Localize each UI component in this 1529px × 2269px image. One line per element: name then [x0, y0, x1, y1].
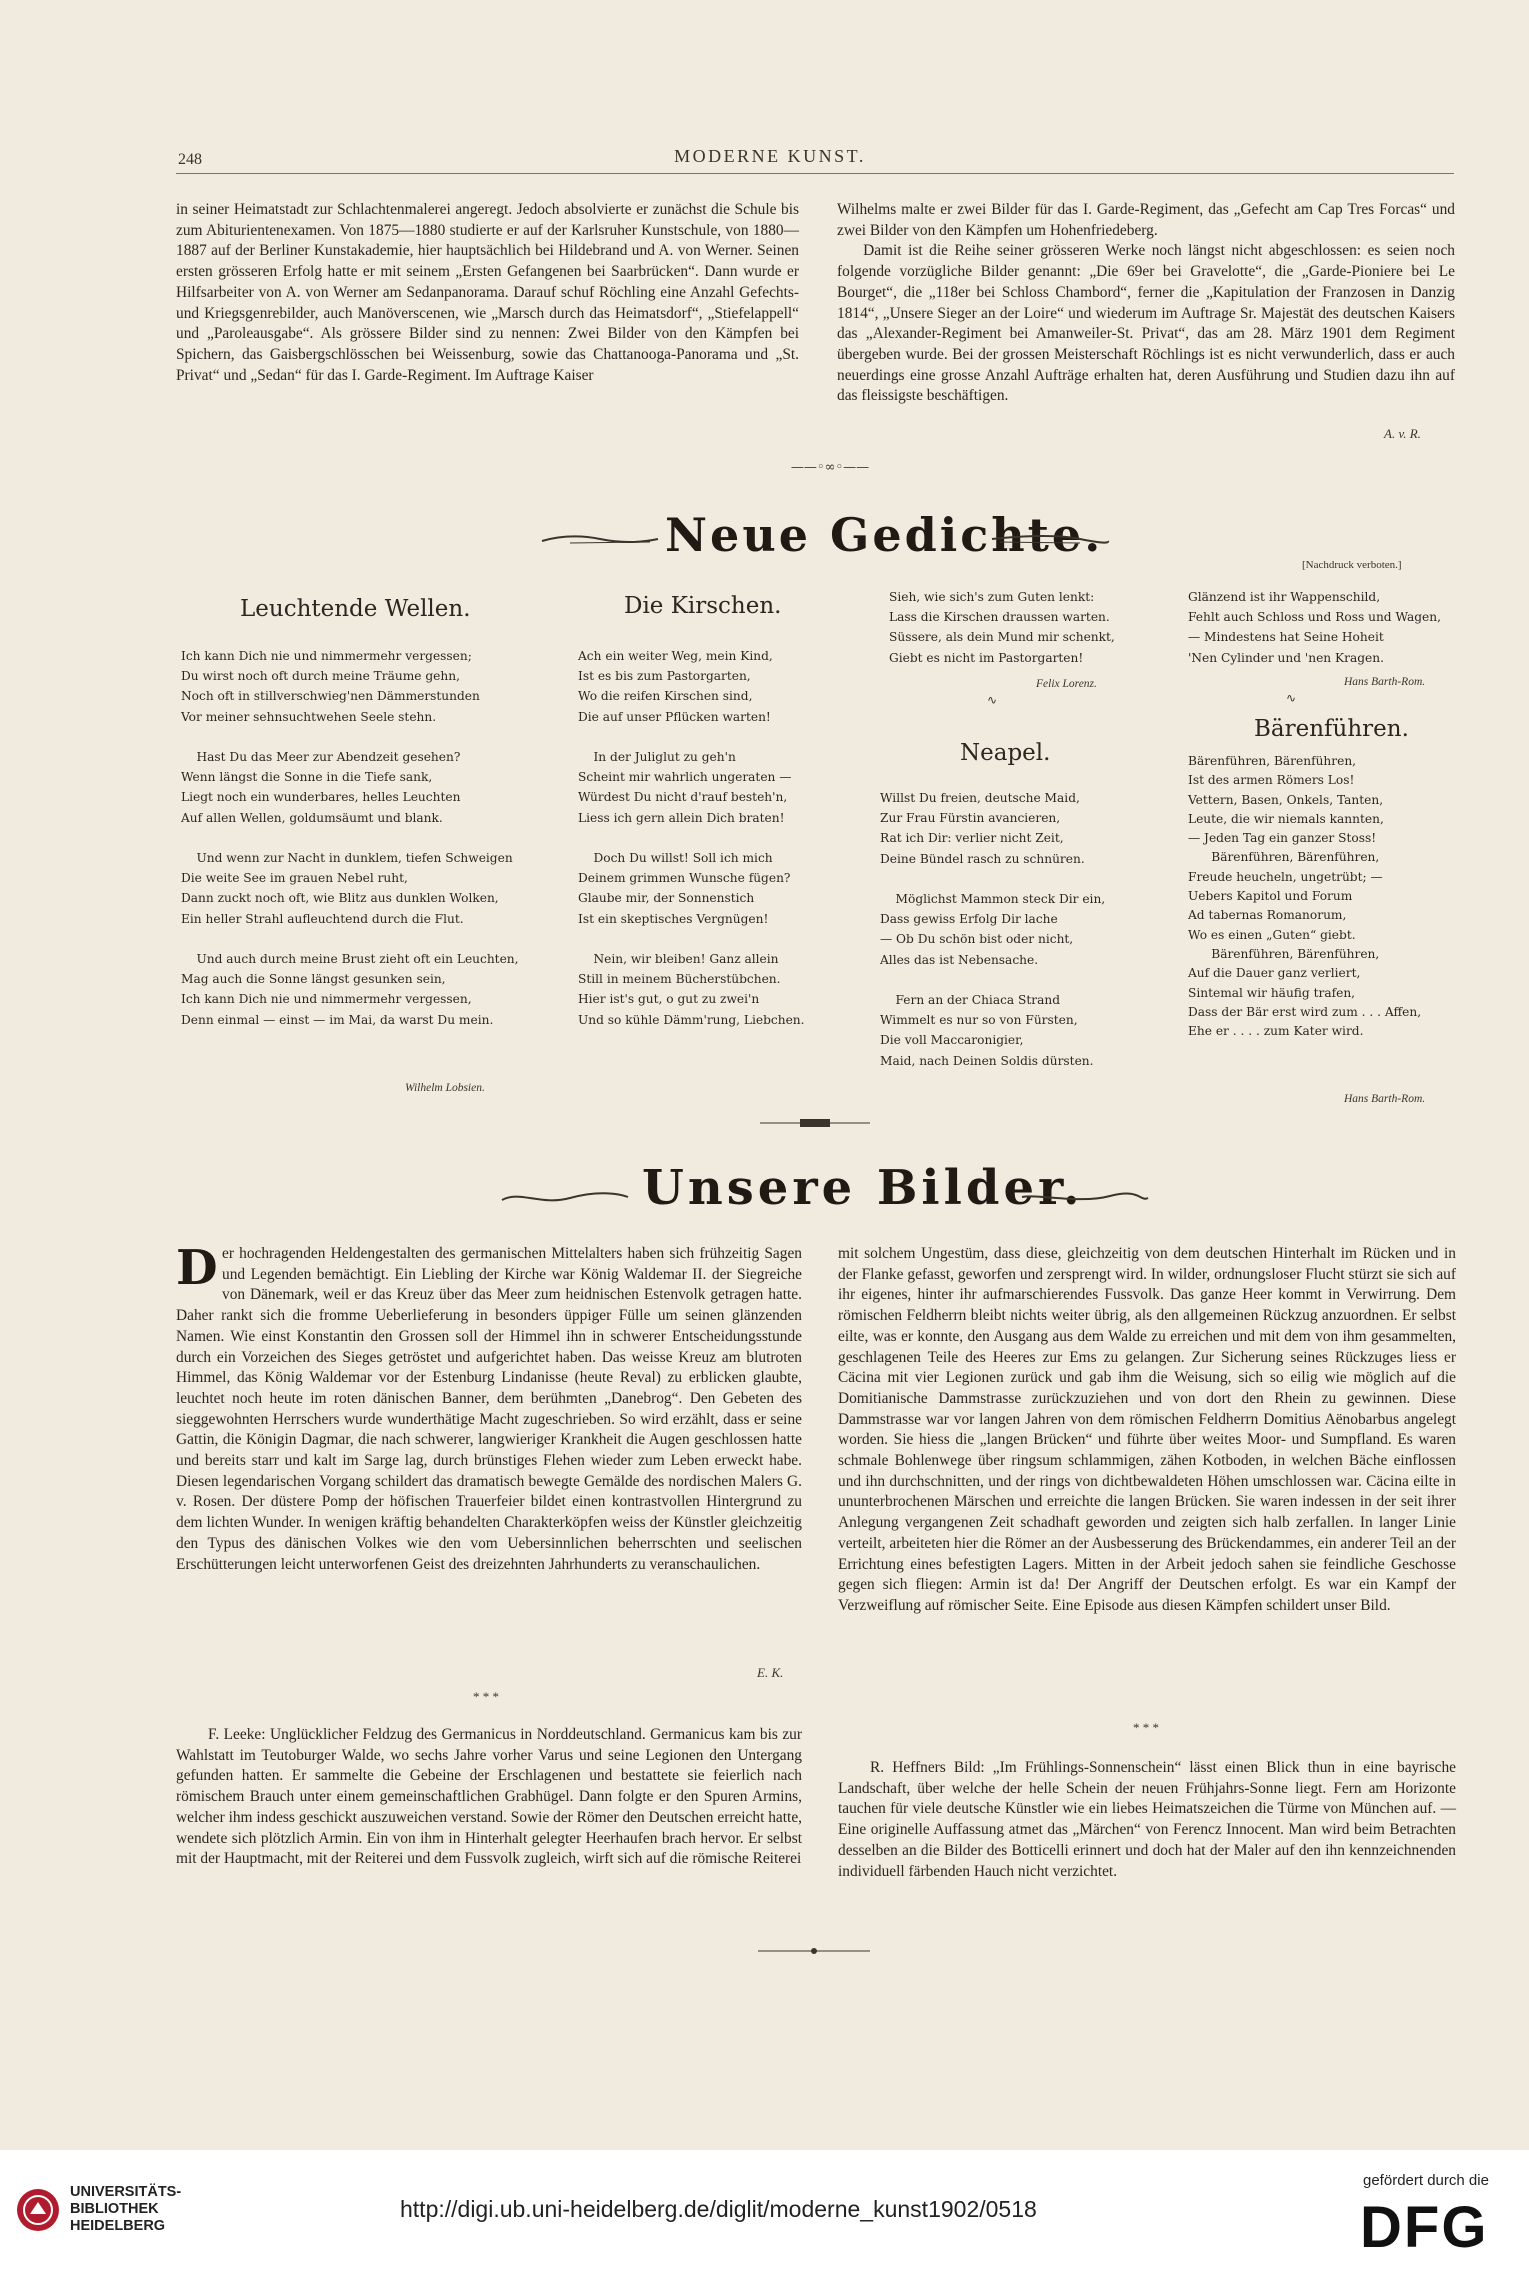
poem-author-barth-1: Hans Barth-Rom.	[1344, 676, 1426, 688]
article-top-signature: A. v. R.	[1384, 426, 1421, 441]
page-number: 248	[178, 151, 202, 168]
header-rule	[176, 173, 1454, 174]
dfg-logo: DFG	[1360, 2195, 1489, 2260]
library-name: UNIVERSITÄTS- BIBLIOTHEK HEIDELBERG	[70, 2184, 182, 2234]
poem-title-neapel: Neapel.	[960, 740, 1051, 766]
poem-die-kirschen: Ach ein weiter Weg, mein Kind, Ist es bis zum Pastorgarten, Wo die reifen Kirschen sind, Die auf unser Pflücken warten! In der Juliglut zu geh'n Scheint mir wahrlich ungeraten — Würdest Du nicht d'rauf besteh'n, Liess ich gern allein Dich braten! Doch Du willst! Soll ich mich Deinem grimmen Wunsche fügen? Glaube mir, der Sonnenstich Ist ein skeptisches Vergnügen! Nein, wir bleiben! Ganz allein Still in meinem Bücherstübchen. Hier ist's gut, o gut zu zwei'n Und so kühle Dämm'rung, Liebchen.	[578, 649, 805, 1027]
poem-kirschen-continued: Sieh, wie sich's zum Guten lenkt: Lass die Kirschen draussen warten. Süssere, als dein Mund mir schenkt, Giebt es nicht im Pastorgarten!	[889, 590, 1115, 665]
article-top-right-column: Wilhelms malte er zwei Bilder für das I. Garde-Regiment, das „Gefecht am Cap Tres Forcas“ und zwei Bilder von den Kämpfen um Hohenfriedeberg. Damit ist die Reihe seiner grösseren Werke noch längst nicht abgeschlossen: es seien noch folgende vorzügliche Bilder genannt: „Die 69er bei Gravelotte“, die „Garde-Pioniere bei Le Bourget“, die „118er bei Schloss Chambord“, ferner die „Kapitulation der Franzosen in Danzig 1814“, „Unsere Sieger an der Loire“ und wiederum im Auftrage Sr. Majestät des deutschen Kaisers das „Alexander-Regiment bei Amanweiler-St. Privat“, das am 28. März 1901 dem Regiment übergeben wurde. Bei der grossen Meisterschaft Röchlings ist es nicht verwunderlich, dass er auch neuerdings eine grosse Anzahl Aufträge erhalten hat, deren Ausführung und Studien dazu ihn auf das fleissigste beschäftigen.	[837, 201, 1456, 405]
section-divider-ornament: ——◦∞◦——	[790, 460, 870, 475]
poems-end-ornament	[760, 1114, 870, 1126]
poem-author-lobsien: Wilhelm Lobsien.	[405, 1082, 485, 1094]
poem-leuchtende-wellen: Ich kann Dich nie und nimmermehr vergessen; Du wirst noch oft durch meine Träume gehn, Noch oft in stillverschwieg'nen Dämmerstunden Vor meiner sehnsuchtwehen Seele stehn. Hast Du das Meer zur Abendzeit gesehen? Wenn längst die Sonne in die Tiefe sank, Liegt noch ein wunderbares, helles Leuchten Auf allen Wellen, goldumsäumt und blank. Und wenn zur Nacht in dunklem, tiefen Schweigen Die weite See im grauen Nebel ruht, Dann zuckt noch oft, wie Blitz aus dunklen Wolken, Ein heller Strahl aufleuchtend durch die Flut. Und auch durch meine Brust zieht oft ein Leuchten, Mag auch die Sonne längst gesunken sein, Ich kann Dich nie und nimmermehr vergessen, Denn einmal — einst — im Mai, da warst Du mein.	[181, 649, 519, 1027]
bilder-left-column	[176, 1240, 802, 1575]
poem-title-die-kirschen: Die Kirschen.	[624, 593, 782, 619]
flourish-left-ornament	[540, 531, 660, 547]
digitization-footer	[0, 2150, 1529, 2269]
bilder-flourish-left	[500, 1188, 630, 1208]
bilder-signature-ek: E. K.	[757, 1665, 784, 1680]
bilder-para-waldemar: er hochragenden Heldengestalten des germanischen Mittelalters haben sich frühzeitig Sagen und Legenden bemächtigt. Ein Liebling der Kirche war König Waldemar II. der Siegreiche von Dänemark, weil er das Kreuz über das Meer zum heidnischen Estenvolk getragen hatte. Daher rankt sich die fromme Ueberlieferung in besonders üppiger Fülle um seinen glänzenden Namen. Wie einst Konstantin den Grossen soll der Himmel ihn in schwerer Entscheidungsstunde durch ein Vorzeichen des Sieges getröstet und aufgerichtet haben. Das weisse Kreuz am blutroten Himmel, das König Waldemar vor der Estenburg Lindanisse (heute Reval) zu erblicken glaubte, leuchtet noch heute im roten dänischen Banner, dem berühmten „Danebrog“. Den Gebeten des sieggewohnten Herrschers wurde wunderthätige Macht zugeschrieben. So wird erzählt, dass er seine Gattin, die Königin Dagmar, die nach schwerer, langwieriger Krankheit die Augen geschlossen hatte und bereits starr und kalt im Sarge lag, durch brünstiges Flehen wieder zum Leben erweckt habe. Diesen legendarischen Vorgang schildert das dramatisch bewegte Gemälde des nordischen Malers G. v. Rosen. Der düstere Pomp der höfischen Trauerfeier bildet einen kontrastvollen Hintergrund zu dem lichten Wunder. In wenigen kräftig behandelten Charakterköpfen weiss der Künstler gleichzeitig den Typus des dänischen Volkes wie den vom Uebersinnlichen beherrschten und seelischen Erschütterungen leicht unterworfenen Geist des dreizehnten Jahrhunderts zu veranschaulichen.	[176, 1245, 802, 1573]
small-ornament: ∿	[987, 693, 998, 707]
page-end-ornament	[758, 1941, 870, 1951]
library-seal-icon	[16, 2188, 60, 2232]
bilder-para-heffner: R. Heffners Bild: „Im Frühlings-Sonnenschein“ lässt einen Blick thun in eine bayrische Landschaft, über welche der helle Schein der neuen Frühjahrs-Sonne liegt. Fern am Horizonte tauchen für viele deutsche Künstler wie ein liebes Heimatszeichen die Türme von München auf. — Eine originelle Auffassung atmet das „Märchen“ von Ferencz Innocent. Man wird beim Betrachten desselben an die Bilder des Botticelli erinnert und doch hat der Maler auf den ihn kennzeichnenden individuell färbenden Hauch nicht verzichtet.	[838, 1759, 1460, 1880]
poem-title-leuchtende-wellen: Leuchtende Wellen.	[240, 596, 471, 622]
funded-by-label: gefördert durch die	[1363, 2172, 1489, 2189]
bilder-para-leeke: F. Leeke: Unglücklicher Feldzug des Germanicus in Norddeutschland. Germanicus kam bis zur Wahlstatt im Teutoburger Walde, wo sechs Jahre vorher Varus und seine Legionen den Untergang gefunden hatten. Er sammelte die Gebeine der Erschlagenen und bestattete sie feierlich nach römischem Brauch unter einem gemeinschaftlichen Grabhügel. Dann folgte er den Spuren Armins, welcher ihm indess geschickt auszuweichen verstand. Sowie der Römer den Deutschen erreicht hatte, wendete sich plötzlich Armin. Ein von ihm in Hinterhalt gelegter Heerhaufen brach hervor. Er selbst mit der Hauptmacht, mit der Reiterei und dem Fussvolk zugleich, wirft sich auf die römische Reiterei	[176, 1726, 806, 1868]
article-top-left-column: in seiner Heimatstadt zur Schlachtenmalerei angeregt. Jedoch absolvierte er zunächst die Schule bis zum Abiturientenexamen. Von 1875—1880 studierte er auf der Karlsruher Kunstschule, von 1880—1887 auf der Berliner Kunstakademie, hier hauptsächlich bei Hildebrand und A. von Werner. Seinen ersten grösseren Erfolg hatte er mit seinem „Ersten Gefangenen bei Saarbrücken“. Dann wurde er Hilfsarbeiter von A. von Werner am Sedanpanorama. Darauf schuf Röchling eine Anzahl Gefechts- und Kriegsgenrebilder, auch Manöverscenen, wie „Marsch durch das Heimatsdorf“, „Stiefelappell“ und „Paroleausgabe“. Als grössere Bilder sind zu nennen: Zwei Bilder von den Kämpfen bei Spichern, das Gaisbergschlösschen bei Weissenburg, sowie das Chattanooga-Panorama und „St. Privat“ und „Sedan“ für das I. Garde-Regiment. Im Auftrage Kaiser	[176, 201, 803, 384]
flourish-right-ornament	[990, 531, 1110, 547]
drop-cap: D	[176, 1240, 218, 1296]
poem-title-baerenfuehren: Bärenführen.	[1254, 716, 1409, 742]
bilder-flourish-right	[1020, 1188, 1150, 1208]
unsere-bilder-heading: Unsere Bilder.	[642, 1160, 1084, 1216]
bilder-para-germanicus-cont: mit solchem Ungestüm, dass diese, gleichzeitig von dem deutschen Hinterhalt im Rücken und in der Flanke gefasst, geworfen und zersprengt wird. In wilder, ordnungsloser Flucht stürzt sie sich auf ihr eigenes, hinter ihr aufmarschierendes Fussvolk. Das ganze Heer kommt in Verwirrung. Dem römischen Feldherrn bleibt nichts weiter übrig, als den allgemeinen Rückzug anzuordnen. Er selbst eilte, was er konnte, den Ausgang aus dem Walde zu erreichen und mit dem von ihm gesammelten, geschlagenen Teile des Heeres zur Ems zu gelangen. Zur Sicherung seines Rückzuges liess er Cäcina mit vier Legionen zurück und gab ihm die Weisung, sich so eilig wie möglich auf die Domitianische Dammstrasse zurückzuziehen und von dort den Rhein zu gewinnen. Diese Dammstrasse war vor langen Jahren von dem römischen Feldherrn Domitius Aënobarbus angelegt worden. Sie hiess die „langen Brücken“ und führte über weites Moor- und Sumpfland. Es waren schmale Bohlenwege über ringsum schlammigen, zähen Kotboden, in welchen Bäche einflossen und ihn durchschnitten, und der rings von dichtbewaldeten Höhen umschlossen war. Cäcina eilte in ununterbrochenen Märschen und erreichte die langen Brücken. Sie waren indessen in der seit ihrer Anlegung vergangenen Zeit schadhaft geworden und zeigten sich halb zerfallen. In langer Linie verteilt, arbeiteten hier die Römer an der Ausbesserung des Brückendammes, ein anderer Teil an der Errichtung eines befestigten Lagers. Mitten in der Arbeit jedoch sahen sie feindliche Geschosse gegen sich fliegen: Armin ist da! Der Angriff der Deutschen erfolgt. Es war ein Kampf der Verzweiflung auf römischer Seite. Eine Episode aus diesen Kämpfen schildert unser Bild.	[838, 1245, 1460, 1614]
poem-author-lorenz: Felix Lorenz.	[1036, 678, 1097, 690]
running-title: MODERNE KUNST.	[674, 146, 866, 166]
poem-baerenfuehren: Bärenführen, Bärenführen, Ist des armen Römers Los! Vettern, Basen, Onkels, Tanten, Leute, die wir niemals kannten, — Jeden Tag ein ganzer Stoss! Bärenführen, Bärenführen, Freude heucheln, ungetrübt; — Uebers Kapitol und Forum Ad tabernas Romanorum, Wo es einen „Guten“ giebt. Bärenführen, Bärenführen, Auf die Dauer ganz verliert, Sintemal wir häufig trafen, Dass der Bär erst wird zum . . . Affen, Ehe er . . . . zum Kater wird.	[1188, 754, 1422, 1039]
section-stars-right: * * *	[1133, 1720, 1159, 1735]
reprint-note: [Nachdruck verboten.]	[1302, 559, 1402, 571]
source-url-link[interactable]: http://digi.ub.uni-heidelberg.de/diglit/moderne_kunst1902/0518	[400, 2196, 1037, 2222]
poem-neapel: Willst Du freien, deutsche Maid, Zur Frau Fürstin avancieren, Rat ich Dir: verlier nicht Zeit, Deine Bündel rasch zu schnüren. Möglichst Mammon steck Dir ein, Dass gewiss Erfolg Dir lache — Ob Du schön bist oder nicht, Alles das ist Nebensache. Fern an der Chiaca Strand Wimmelt es nur so von Fürsten, Die voll Maccaronigier, Maid, nach Deinen Soldis dürsten.	[880, 791, 1106, 1068]
neue-gedichte-heading: Neue Gedichte.	[665, 508, 1104, 562]
small-ornament-2: ∿	[1286, 691, 1297, 705]
section-stars-left: * * *	[473, 1689, 499, 1704]
poem-wappenschild: Glänzend ist ihr Wappenschild, Fehlt auch Schloss und Ross und Wagen, — Mindestens hat Seine Hoheit 'Nen Cylinder und 'nen Kragen.	[1188, 590, 1441, 665]
poem-author-barth-2: Hans Barth-Rom.	[1344, 1093, 1426, 1105]
